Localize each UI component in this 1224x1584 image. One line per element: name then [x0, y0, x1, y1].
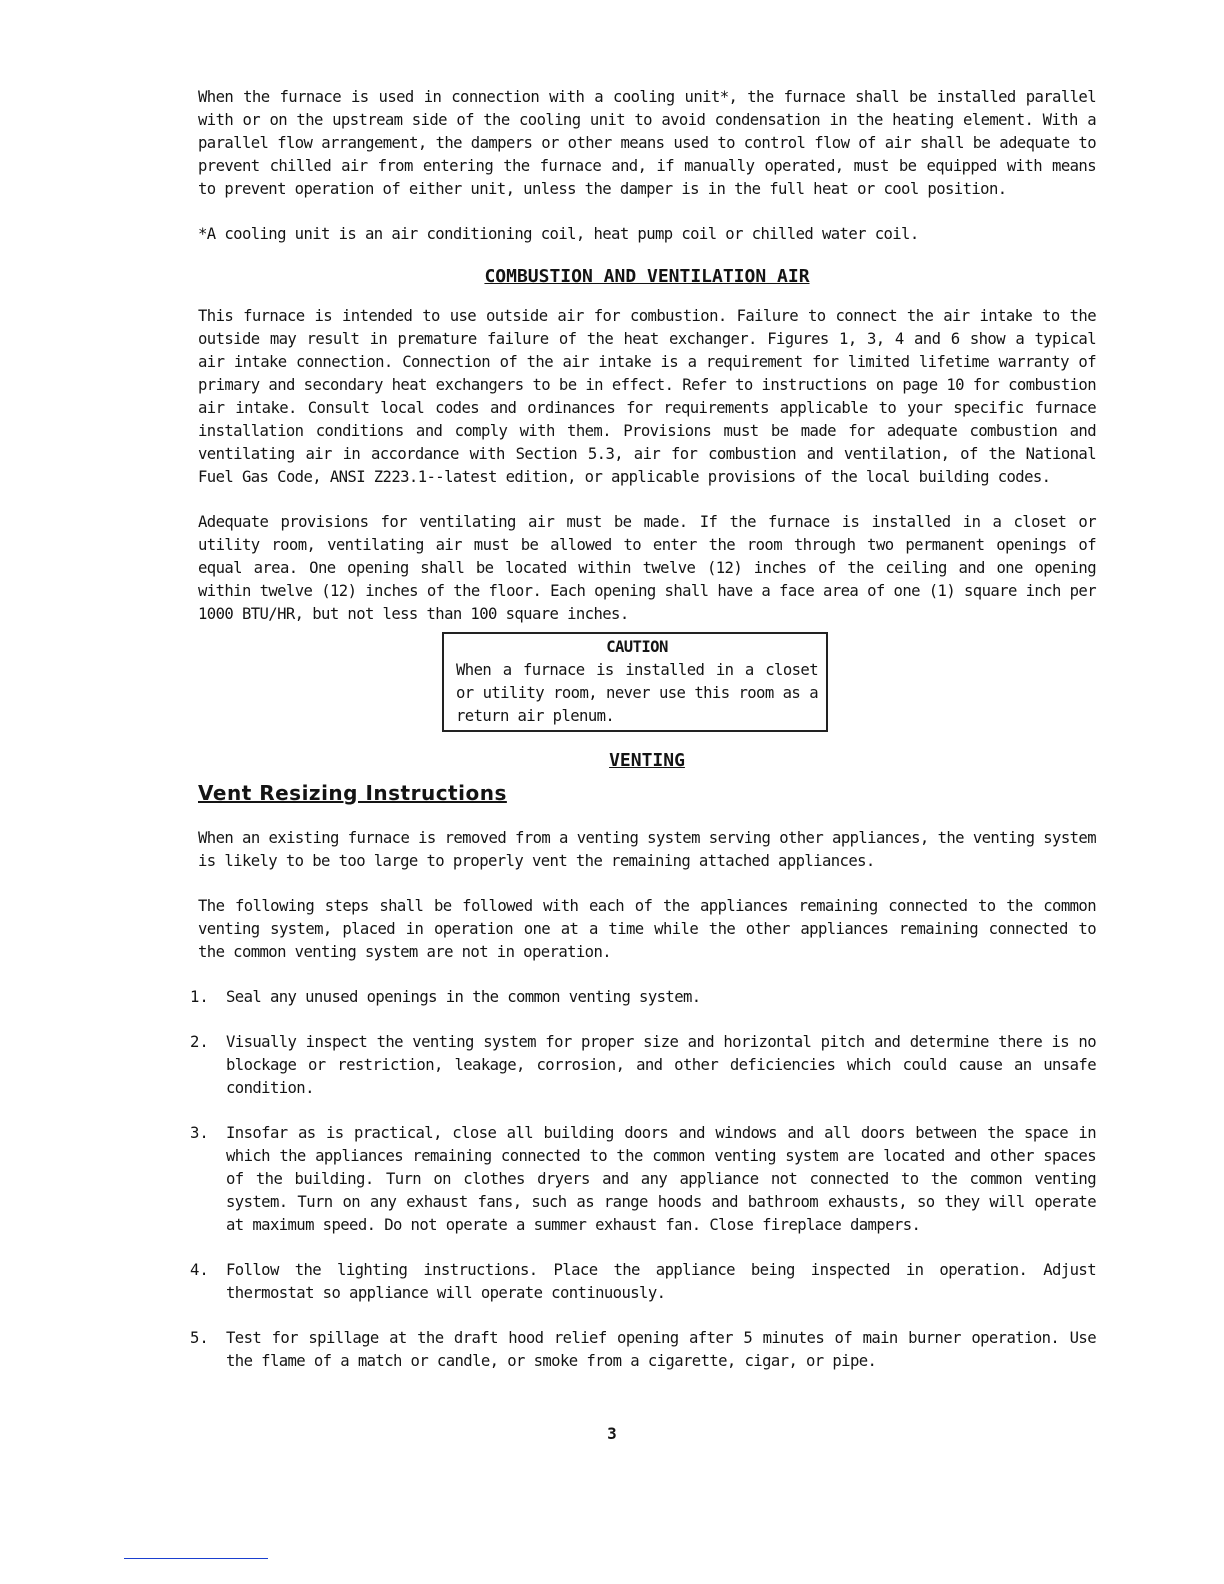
page-number: 3 — [607, 1424, 617, 1443]
combustion-paragraph-2: Adequate provisions for ventilating air must be made. If the furnace is installed in a closet or utility room, ventilating air must be allowed to enter the room through two permanent openings of equal area. One opening shall be located within twelve (12) inches of the ceiling and one opening within twelve (12) inches of the floor. Each opening shall have a face area of one (1) square inch per 1000 BTU/HR, but not less than 100 square inches. — [198, 513, 1096, 623]
caution-box — [442, 632, 828, 732]
step-number: 2. — [190, 1033, 209, 1051]
step-number: 1. — [190, 988, 209, 1006]
step-text: Test for spillage at the draft hood relief opening after 5 minutes of main burner operation. Use the flame of a match or candle, or smoke from a cigarette, cigar, or pipe. — [226, 1329, 1096, 1370]
step-text: Follow the lighting instructions. Place the appliance being inspected in operation. Adjust thermostat so appliance will operate continuously. — [226, 1261, 1096, 1302]
venting-paragraph-2: The following steps shall be followed with each of the appliances remaining connected to the common venting system, placed in operation one at a time while the other appliances remaining connected to the common venting system are not in operation. — [198, 897, 1096, 961]
step-number: 5. — [190, 1329, 209, 1347]
combustion-paragraph-1: This furnace is intended to use outside air for combustion. Failure to connect the air intake to the outside may result in premature failure of the heat exchanger. Figures 1, 3, 4 and 6 show a typical air intake connection. Connection of the air intake is a requirement for limited lifetime warranty of primary and secondary heat exchangers to be in effect. Refer to instructions on page 10 for combustion air intake. Consult local codes and ordinances for requirements applicable to your specific furnace installation conditions and comply with them. Provisions must be made for adequate combustion and ventilating air in accordance with Section 5.3, air for combustion and ventilation, of the National Fuel Gas Code, ANSI Z223.1--latest edition, or applicable provisions of the local building codes. — [198, 307, 1096, 486]
caution-title: CAUTION — [606, 638, 668, 656]
step-number: 3. — [190, 1124, 209, 1142]
venting-steps-list — [190, 986, 1096, 1373]
step-text: Seal any unused openings in the common venting system. — [226, 988, 701, 1006]
vent-resizing-subheading: Vent Resizing Instructions — [198, 781, 507, 805]
step-number: 4. — [190, 1261, 209, 1279]
cooling-unit-footnote: *A cooling unit is an air conditioning coil, heat pump coil or chilled water coil. — [198, 225, 919, 243]
combustion-heading: COMBUSTION AND VENTILATION AIR — [484, 266, 810, 287]
list-item — [190, 1327, 1096, 1373]
step-text: Insofar as is practical, close all building doors and windows and all doors between the space in which the appliances remaining connected to the common venting system are located and other spaces of the building. Turn on clothes dryers and any appliance not connected to the common venting system. Turn on any exhaust fans, such as range hoods and bathroom exhausts, so they will operate at maximum speed. Do not operate a summer exhaust fan. Close fireplace dampers. — [226, 1124, 1096, 1234]
footer-rule — [124, 1558, 268, 1559]
caution-text: When a furnace is installed in a closet or utility room, never use this room as a return air plenum. — [456, 661, 818, 725]
list-item — [190, 986, 1096, 1009]
venting-paragraph-1: When an existing furnace is removed from a venting system serving other appliances, the venting system is likely to be too large to properly vent the remaining attached appliances. — [198, 829, 1096, 870]
list-item — [190, 1122, 1096, 1237]
venting-heading: VENTING — [609, 750, 685, 771]
step-text: Visually inspect the venting system for proper size and horizontal pitch and determine there is no blockage or restriction, leakage, corrosion, and other deficiencies which could cause an unsafe condition. — [226, 1033, 1096, 1097]
list-item — [190, 1031, 1096, 1100]
list-item — [190, 1259, 1096, 1305]
intro-paragraph: When the furnace is used in connection with a cooling unit*, the furnace shall be installed parallel with or on the upstream side of the cooling unit to avoid condensation in the heating element. With a parallel flow arrangement, the dampers or other means used to control flow of air shall be adequate to prevent chilled air from entering the furnace and, if manually operated, must be equipped with means to prevent operation of either unit, unless the damper is in the full heat or cool position. — [198, 88, 1096, 198]
document-page — [190, 86, 1096, 1395]
